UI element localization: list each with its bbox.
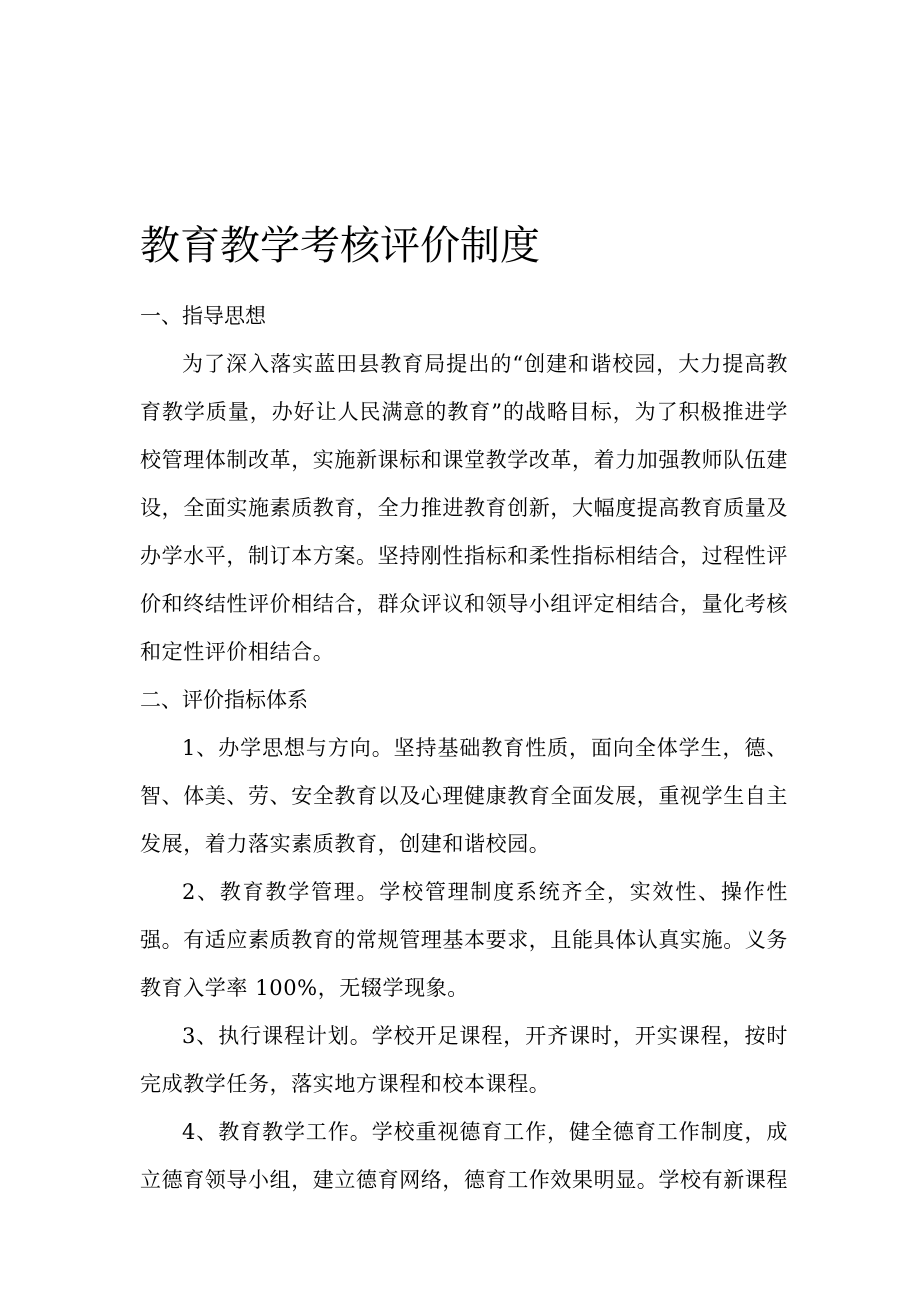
document-title: 教育教学考核评价制度 bbox=[140, 223, 540, 269]
paragraph-item-1: 1、办学思想与方向。坚持基础教育性质，面向全体学生，德、智、体美、劳、安全教育以及心理健康教育全面发展，重视学生自主发展，着力落实素质教育，创建和谐校园。 bbox=[140, 736, 788, 856]
paragraph-item-2: 2、教育教学管理。学校管理制度系统齐全，实效性、操作性强。有适应素质教育的常规管理基本要求，且能具体认真实施。义务教育入学率 100%，无辍学现象。 bbox=[140, 880, 788, 1000]
section-heading-evaluation-index: 二、评价指标体系 bbox=[140, 688, 308, 712]
paragraph-guiding-ideology: 为了深入落实蓝田县教育局提出的“创建和谐校园，大力提高教育教学质量，办好让人民满意的教育”的战略目标，为了积极推进学校管理体制改革，实施新课标和课堂教学改革，着力加强教师队伍建设，全面实施素质教育，全力推进教育创新，大幅度提高教育质量及办学水平，制订本方案。坚持刚性指标和柔性指标相结合，过程性评价和终结性评价相结合，群众评议和领导小组评定相结合，量化考核和定性评价相结合。 bbox=[140, 352, 788, 664]
paragraph-item-3: 3、执行课程计划。学校开足课程，开齐课时，开实课程，按时完成教学任务，落实地方课程和校本课程。 bbox=[140, 1024, 788, 1096]
document-body bbox=[140, 222, 788, 1204]
paragraph-item-4: 4、教育教学工作。学校重视德育工作，健全德育工作制度，成立德育领导小组，建立德育网络，德育工作效果明显。学校有新课程 bbox=[140, 1120, 788, 1192]
section-heading-guiding-ideology: 一、指导思想 bbox=[140, 304, 266, 328]
